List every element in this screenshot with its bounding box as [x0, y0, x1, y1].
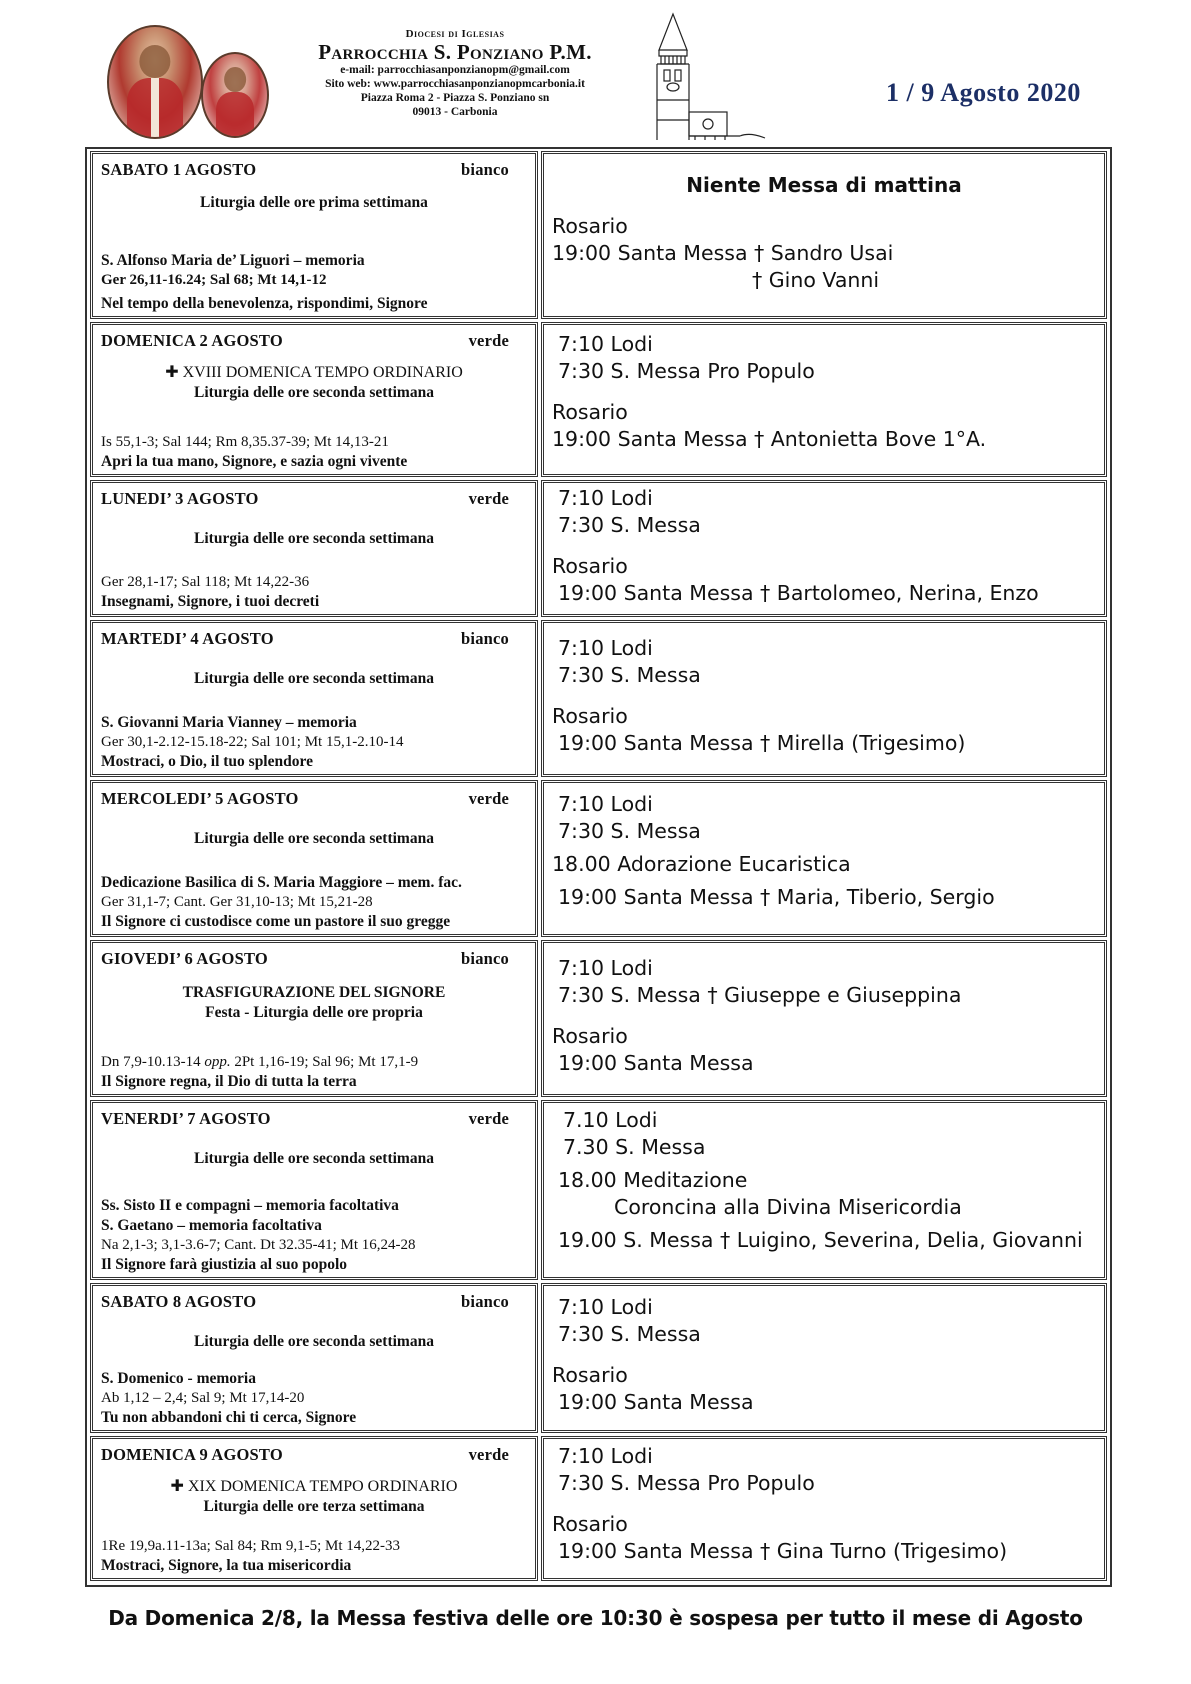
date-range-title: 1 / 9 Agosto 2020	[886, 78, 1081, 107]
parish-address: Piazza Roma 2 - Piazza S. Ponziano sn	[360, 92, 550, 104]
schedule-line: 19:00 Santa Messa	[558, 1051, 754, 1075]
liturgical-color: verde	[468, 1109, 509, 1128]
bell-tower-drawing-icon	[645, 12, 770, 140]
schedule-line: 18.00 Adorazione Eucaristica	[552, 852, 851, 876]
parish-city: 09013 - Carbonia	[412, 106, 498, 118]
schedule-line: 7:30 S. Messa	[558, 663, 701, 687]
schedule-line: Rosario	[552, 214, 628, 238]
liturgy-cell	[90, 780, 538, 937]
psalm-antiphon: Apri la tua mano, Signore, e sazia ogni vivente	[101, 453, 408, 470]
liturgical-color: verde	[468, 331, 509, 350]
schedule-cell	[541, 1100, 1107, 1280]
saint-memorial: S. Domenico - memoria	[101, 1370, 256, 1387]
saint-memorial: Dedicazione Basilica di S. Maria Maggiore – mem. fac.	[101, 874, 462, 891]
schedule-line: Rosario	[552, 1024, 628, 1048]
saint-memorial: S. Alfonso Maria de’ Liguori – memoria	[101, 252, 365, 269]
liturgical-color: bianco	[461, 949, 509, 968]
liturgy-week: Liturgia delle ore terza settimana	[203, 1498, 425, 1515]
schedule-line: 7:30 S. Messa	[558, 513, 701, 537]
schedule-line: † Gino Vanni	[752, 268, 880, 292]
saint-queen-medal-icon	[201, 52, 269, 138]
liturgical-color: verde	[468, 489, 509, 508]
diocese-name: Diocesi di Iglesias	[405, 28, 505, 40]
readings: Na 2,1-3; 3,1-3.6-7; Cant. Dt 32.35-41; Mt 16,24-28	[101, 1237, 416, 1253]
saint-memorial: S. Gaetano – memoria facoltativa	[101, 1217, 322, 1234]
sunday-title: ✚ XIX DOMENICA TEMPO ORDINARIO	[170, 1478, 458, 1495]
weekly-schedule-table	[85, 147, 1112, 1587]
liturgy-week: Liturgia delle ore prima settimana	[200, 194, 428, 211]
day-label: SABATO 8 AGOSTO	[101, 1292, 257, 1311]
psalm-antiphon: Il Signore farà giustizia al suo popolo	[101, 1256, 348, 1273]
table-row	[90, 480, 1107, 617]
day-label: MARTEDI’ 4 AGOSTO	[101, 629, 274, 648]
liturgy-week: Liturgia delle ore seconda settimana	[194, 670, 434, 687]
readings	[101, 1053, 527, 1072]
schedule-line: 19.00 S. Messa † Luigino, Severina, Delia, Giovanni	[558, 1228, 1083, 1252]
liturgical-color: verde	[468, 789, 509, 808]
schedule-line: Rosario	[552, 1512, 628, 1536]
liturgy-cell	[90, 1436, 538, 1581]
schedule-line: 7:10 Lodi	[558, 956, 653, 980]
readings: Ger 30,1-2.12-15.18-22; Sal 101; Mt 15,1-2.10-14	[101, 734, 404, 750]
schedule-line: 19:00 Santa Messa † Sandro Usai	[552, 241, 894, 265]
psalm-antiphon: Il Signore regna, il Dio di tutta la terra	[101, 1073, 357, 1090]
schedule-cell	[541, 780, 1107, 937]
liturgical-color: verde	[468, 1445, 509, 1464]
schedule-line: 7:10 Lodi	[558, 636, 653, 660]
schedule-cell	[541, 620, 1107, 777]
day-label: MERCOLEDI’ 5 AGOSTO	[101, 789, 299, 808]
schedule-line: 7:10 Lodi	[558, 792, 653, 816]
liturgy-cell	[90, 322, 538, 477]
liturgical-color: bianco	[461, 1292, 509, 1311]
parish-email: e-mail: parrocchiasanponzianopm@gmail.com	[340, 64, 570, 76]
readings-part: 2Pt 1,16-19; Sal 96; Mt 17,1-9	[230, 1054, 419, 1070]
schedule-line: 19:00 Santa Messa † Bartolomeo, Nerina, Enzo	[558, 581, 1039, 605]
schedule-line: 7.30 S. Messa	[563, 1135, 706, 1159]
liturgy-week: Liturgia delle ore seconda settimana	[194, 384, 434, 401]
table-row	[90, 151, 1107, 319]
san-ponziano-medal-icon	[107, 25, 203, 139]
liturgy-week: Festa - Liturgia delle ore propria	[205, 1004, 423, 1021]
table-row	[90, 322, 1107, 477]
day-label: DOMENICA 2 AGOSTO	[101, 331, 283, 350]
schedule-line: Rosario	[552, 400, 628, 424]
table-row	[90, 620, 1107, 777]
schedule-line: 19:00 Santa Messa † Antonietta Bove 1°A.	[552, 427, 987, 451]
schedule-cell	[541, 1283, 1107, 1433]
parish-name: Parrocchia S. Ponziano P.M.	[318, 40, 592, 64]
schedule-line: Rosario	[552, 704, 628, 728]
saint-memorial: Ss. Sisto II e compagni – memoria facoltativa	[101, 1197, 399, 1214]
schedule-line: 19:00 Santa Messa † Gina Turno (Trigesimo)	[558, 1539, 1008, 1563]
psalm-antiphon: Mostraci, o Dio, il tuo splendore	[101, 753, 313, 770]
table-row	[90, 1436, 1107, 1581]
liturgy-week: Liturgia delle ore seconda settimana	[194, 1333, 434, 1350]
schedule-line: 7:30 S. Messa Pro Populo	[558, 1471, 815, 1495]
schedule-cell	[541, 1436, 1107, 1581]
schedule-line: 7:30 S. Messa † Giuseppe e Giuseppina	[558, 983, 962, 1007]
schedule-line: 7:30 S. Messa	[558, 1322, 701, 1346]
day-label: DOMENICA 9 AGOSTO	[101, 1445, 283, 1464]
schedule-cell	[541, 322, 1107, 477]
liturgical-color: bianco	[461, 629, 509, 648]
schedule-line: 19:00 Santa Messa	[558, 1390, 754, 1414]
schedule-line: 7:10 Lodi	[558, 1295, 653, 1319]
sunday-title: ✚ XVIII DOMENICA TEMPO ORDINARIO	[165, 364, 463, 381]
readings: Ger 26,11-16.24; Sal 68; Mt 14,1-12	[101, 272, 327, 288]
schedule-line: 7:30 S. Messa Pro Populo	[558, 359, 815, 383]
readings-part: Dn 7,9-10.13-14	[101, 1054, 205, 1070]
liturgical-color: bianco	[461, 160, 509, 179]
schedule-cell	[541, 480, 1107, 617]
schedule-line: 7:10 Lodi	[558, 332, 653, 356]
liturgy-cell	[90, 480, 538, 617]
schedule-line: 19:00 Santa Messa † Maria, Tiberio, Sergio	[558, 885, 995, 909]
schedule-line: Coroncina alla Divina Misericordia	[614, 1195, 962, 1219]
liturgy-cell	[90, 1100, 538, 1280]
readings: Ger 31,1-7; Cant. Ger 31,10-13; Mt 15,21-28	[101, 894, 373, 910]
saint-memorial: S. Giovanni Maria Vianney – memoria	[101, 714, 357, 731]
schedule-line: 7.10 Lodi	[563, 1108, 658, 1132]
liturgy-cell	[90, 620, 538, 777]
schedule-line: Rosario	[552, 554, 628, 578]
feast-title: TRASFIGURAZIONE DEL SIGNORE	[182, 984, 446, 1001]
schedule-line: 7:30 S. Messa	[558, 819, 701, 843]
schedule-line: 19:00 Santa Messa † Mirella (Trigesimo)	[558, 731, 966, 755]
liturgy-week: Liturgia delle ore seconda settimana	[194, 530, 434, 547]
psalm-antiphon: Insegnami, Signore, i tuoi decreti	[101, 593, 320, 610]
schedule-cell	[541, 151, 1107, 319]
psalm-antiphon: Tu non abbandoni chi ti cerca, Signore	[101, 1409, 357, 1426]
schedule-headline: Niente Messa di mattina	[686, 173, 962, 197]
table-row	[90, 780, 1107, 937]
liturgy-cell	[90, 1283, 538, 1433]
psalm-antiphon: Mostraci, Signore, la tua misericordia	[101, 1557, 352, 1574]
schedule-line: 7:10 Lodi	[558, 486, 653, 510]
liturgy-cell	[90, 940, 538, 1097]
liturgy-week: Liturgia delle ore seconda settimana	[194, 830, 434, 847]
readings: Is 55,1-3; Sal 144; Rm 8,35.37-39; Mt 14,13-21	[101, 434, 389, 450]
page-header	[0, 0, 1191, 145]
day-label: LUNEDI’ 3 AGOSTO	[101, 489, 259, 508]
table-row	[90, 1283, 1107, 1433]
readings-alternative: opp.	[204, 1054, 231, 1070]
schedule-line: 7:10 Lodi	[558, 1444, 653, 1468]
liturgy-cell	[90, 151, 538, 319]
day-label: SABATO 1 AGOSTO	[101, 160, 257, 179]
day-label: GIOVEDI’ 6 AGOSTO	[101, 949, 268, 968]
readings: Ab 1,12 – 2,4; Sal 9; Mt 17,14-20	[101, 1390, 305, 1406]
readings: Ger 28,1-17; Sal 118; Mt 14,22-36	[101, 574, 310, 590]
footer-notice: Da Domenica 2/8, la Messa festiva delle ore 10:30 è sospesa per tutto il mese di Agosto	[108, 1606, 1083, 1630]
parish-info	[285, 27, 625, 119]
liturgy-week: Liturgia delle ore seconda settimana	[194, 1150, 434, 1167]
psalm-antiphon: Nel tempo della benevolenza, rispondimi, Signore	[101, 295, 428, 312]
schedule-cell	[541, 940, 1107, 1097]
readings: 1Re 19,9a.11-13a; Sal 84; Rm 9,1-5; Mt 14,22-33	[101, 1538, 401, 1554]
table-row	[90, 940, 1107, 1097]
day-label: VENERDI’ 7 AGOSTO	[101, 1109, 271, 1128]
schedule-line: 18.00 Meditazione	[558, 1168, 748, 1192]
table-row	[90, 1100, 1107, 1280]
psalm-antiphon: Il Signore ci custodisce come un pastore il suo gregge	[101, 913, 451, 930]
schedule-line: Rosario	[552, 1363, 628, 1387]
parish-website: Sito web: www.parrocchiasanponzianopmcarbonia.it	[325, 78, 585, 90]
